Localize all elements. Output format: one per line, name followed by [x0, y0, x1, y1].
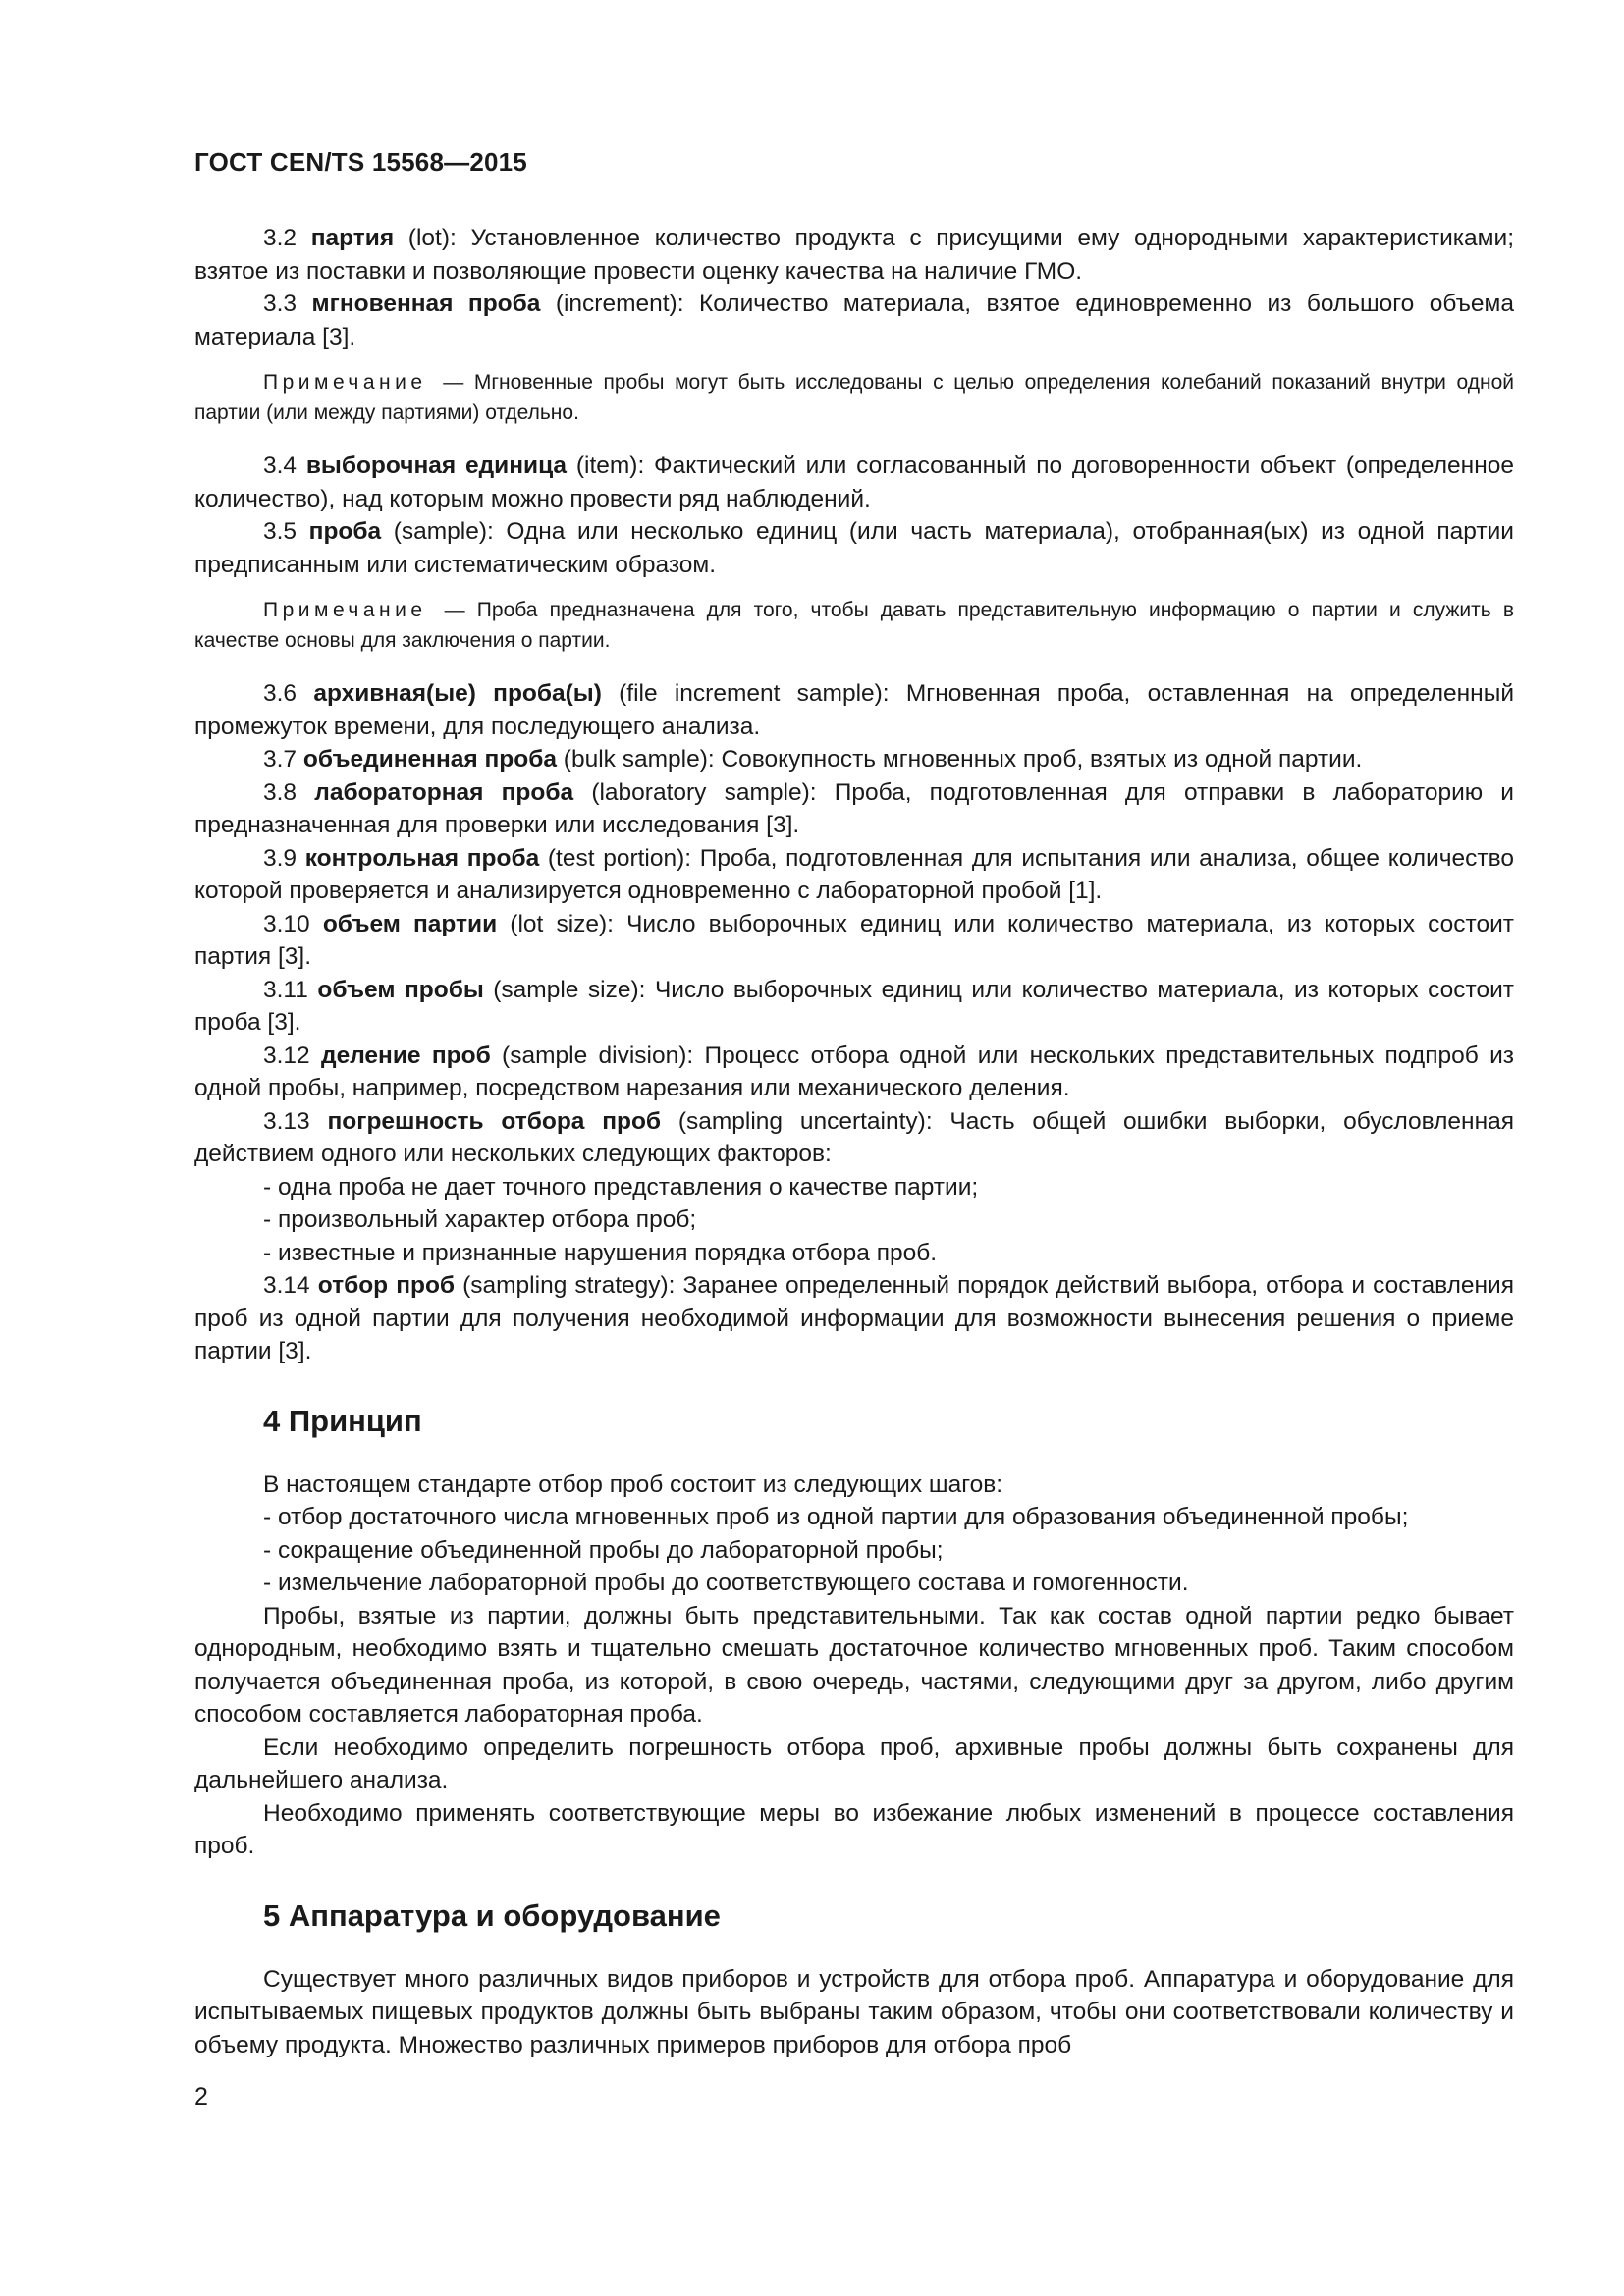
- list-item: - одна проба не дает точного представления о качестве партии;: [263, 1173, 979, 1201]
- note-1: Примечание — Мгновенные пробы могут быть исследованы с целью определения колебаний показаний внутри одной партии (или между партиями) отдельно.: [194, 371, 1514, 424]
- term-3-14: 3.14 отбор проб (sampling strategy): Заранее определенный порядок действий выбора, отбора и составления проб из одной партии для получения необходимой информации для возможности вынесения решения о приеме партии [3].: [194, 1272, 1514, 1364]
- term-3-11: 3.11 объем пробы (sample size): Число выборочных единиц или количество материала, из которых состоит проба [3].: [194, 976, 1514, 1036]
- section-4-heading: 4 Принцип: [263, 1403, 422, 1438]
- term-3-4: 3.4 выборочная единица (item): Фактический или согласованный по договоренности объект (определенное количество), над которым можно провести ряд наблюдений.: [194, 453, 1514, 512]
- term-3-3: 3.3 мгновенная проба (increment): Количество материала, взятое единовременно из большого объема материала [3].: [194, 291, 1514, 350]
- list-item: - сокращение объединенной пробы до лабораторной пробы;: [263, 1536, 944, 1564]
- term-3-8: 3.8 лабораторная проба (laboratory sample): Проба, подготовленная для отправки в лабораторию и предназначенная для проверки или исследования [3].: [194, 778, 1514, 838]
- term-3-6: 3.6 архивная(ые) проба(ы) (file increment sample): Мгновенная проба, оставленная на определенный промежуток времени, для последующего анализа.: [194, 680, 1514, 740]
- term-3-5: 3.5 проба (sample): Одна или несколько единиц (или часть материала), отобранная(ых) из одной партии предписанным или систематическим образом.: [194, 518, 1514, 578]
- section-5-heading: 5 Аппаратура и оборудование: [263, 1897, 721, 1933]
- list-item: - измельчение лабораторной пробы до соответствующего состава и гомогенности.: [263, 1570, 1189, 1596]
- term-3-9: 3.9 контрольная проба (test portion): Проба, подготовленная для испытания или анализа, общее количество которой проверяется и анализируется одновременно с лабораторной пробой [1].: [194, 844, 1514, 904]
- term-3-12: 3.12 деление проб (sample division): Процесс отбора одной или нескольких представительных подпроб из одной пробы, например, посредством нарезания или механического деления.: [194, 1041, 1514, 1101]
- section-4-paragraph: Если необходимо определить погрешность отбора проб, архивные пробы должны быть сохранены для дальнейшего анализа.: [194, 1734, 1514, 1793]
- section-5-paragraph: Существует много различных видов приборов и устройств для отбора проб. Аппаратура и оборудование для испытываемых пищевых продуктов должны быть выбраны таким образом, чтобы они соответствовали количеству и объему продукта. Множество различных примеров приборов для отбора проб: [194, 1965, 1514, 2058]
- term-3-13: 3.13 погрешность отбора проб (sampling uncertainty): Часть общей ошибки выборки, обусловленная действием одного или нескольких следующих факторов:: [194, 1107, 1514, 1167]
- term-3-2: 3.2 партия (lot): Установленное количество продукта с присущими ему однородными характеристиками; взятое из поставки и позволяющие провести оценку качества на наличие ГМО.: [194, 225, 1514, 285]
- list-item: - отбор достаточного числа мгновенных проб из одной партии для образования объединенной пробы;: [263, 1504, 1409, 1530]
- document-header: ГОСТ CEN/TS 15568—2015: [194, 147, 527, 177]
- list-item: - произвольный характер отбора проб;: [263, 1206, 697, 1233]
- page-content: [194, 222, 1514, 2061]
- note-2: Примечание — Проба предназначена для того, чтобы давать представительную информацию о партии и служить в качестве основы для заключения о партии.: [194, 599, 1514, 652]
- page-number: 2: [194, 2083, 208, 2110]
- term-3-10: 3.10 объем партии (lot size): Число выборочных единиц или количество материала, из которых состоит партия [3].: [194, 910, 1515, 970]
- section-4-paragraph: Пробы, взятые из партии, должны быть представительными. Так как состав одной партии редко бывает однородным, необходимо взять и тщательно смешать достаточное количество мгновенных проб. Таким способом получается объединенная проба, из которой, в свою очередь, частями, следующими друг за другом, либо другим способом составляется лабораторная проба.: [194, 1602, 1514, 1728]
- list-item: - известные и признанные нарушения порядка отбора проб.: [263, 1239, 938, 1266]
- section-4-paragraph: Необходимо применять соответствующие меры во избежание любых изменений в процессе составления проб.: [194, 1799, 1514, 1859]
- term-3-7: 3.7 объединенная проба (bulk sample): Совокупность мгновенных проб, взятых из одной партии.: [263, 746, 1363, 773]
- section-4-intro: В настоящем стандарте отбор проб состоит из следующих шагов:: [263, 1470, 1003, 1498]
